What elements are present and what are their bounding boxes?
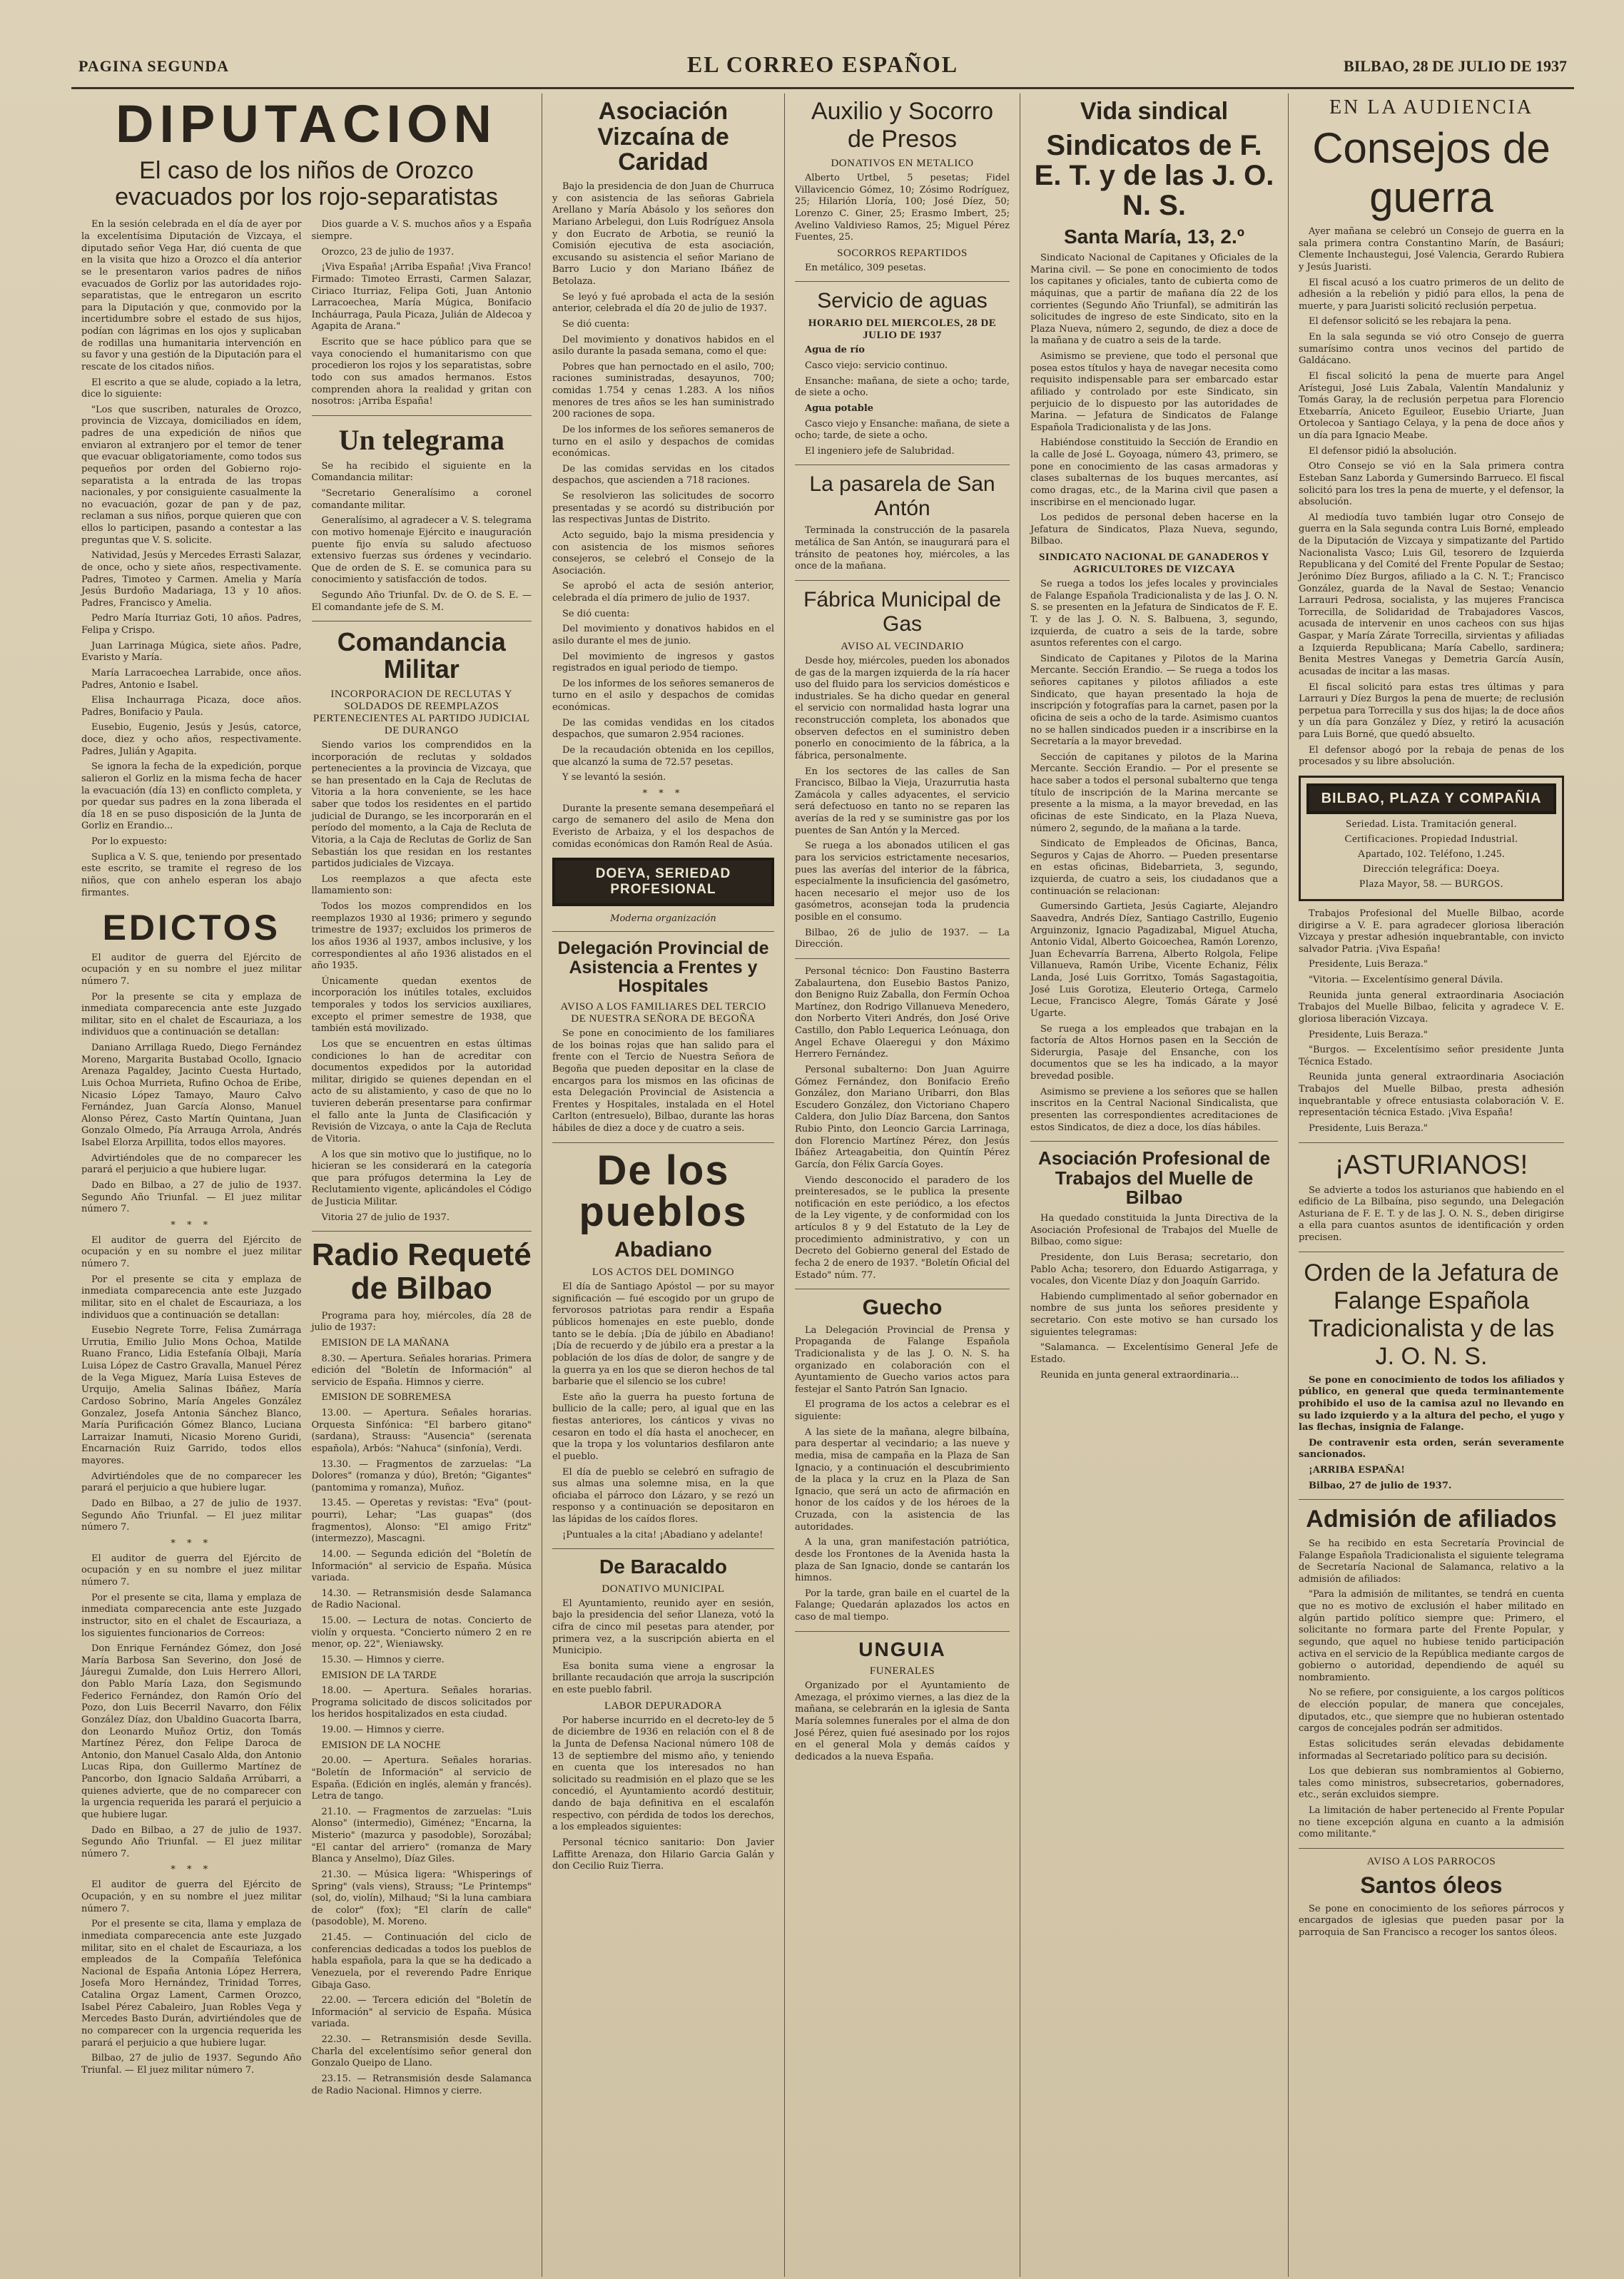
paragraph: ¡ARRIBA ESPAÑA! <box>1309 1465 1405 1476</box>
paragraph: Durante la presente semana desempeñará el cargo de semanero del asilo de Mena don Everisto de Arbaiza, y el los despachos de comidas económicas don Ramón Real de Asúa. <box>552 803 774 850</box>
headline-unguia: UNGUIA <box>858 1638 946 1660</box>
paragraph: Todos los mozos comprendidos en los reemplazos 1930 al 1936; primero y segundo trimestre de 1937; excluidos los primeros de los años 1936 al 1937, ambos inclusive, y los correspondientes al año 1936 alistados en el año 1935. <box>311 901 532 972</box>
ad-bilbao-plaza-title: BILBAO, PLAZA Y COMPAÑIA <box>1306 783 1556 814</box>
kicker-parrocos: AVISO A LOS PARROCOS <box>1366 1855 1496 1867</box>
kicker-socorros: SOCORROS REPARTIDOS <box>837 247 968 259</box>
paragraph: Terminada la construcción de la pasarela metálica de San Antón, se inaugurará para el tránsito de peatones hoy, miércoles, a las once de la mañana. <box>795 525 1010 572</box>
paragraph: Presidente, don Luis Berasa; secretario, don Pablo Acha; tesorero, don Eduardo Astigarraga, y vocales, don Vicente Díaz y don Joaquín Garrido. <box>1030 1252 1278 1287</box>
headline-asturianos: ¡ASTURIANOS! <box>1334 1149 1528 1180</box>
kicker-donativos: DONATIVOS EN METALICO <box>831 158 974 169</box>
paragraph: EMISION DE LA NOCHE <box>321 1740 441 1751</box>
paragraph: ¡Puntuales a la cita! ¡Abadiano y adelante! <box>562 1529 763 1541</box>
headline-guecho: Guecho <box>862 1296 943 1320</box>
ad-line: Seriedad. Lista. Tramitación general. <box>1345 818 1518 830</box>
paragraph: De los informes de los señores semaneros de turno en el asilo y despachos de comidas económicas. <box>552 424 774 460</box>
paragraph: Se ignora la fecha de la expedición, porque salieron el Gorliz en la misma fecha de hacer la evacuación (día 13) en conflicto completa, y por quedar sus padres en la zona liberada el día 18 en se puso disposición de la Junta de Gorliz en Erandio... <box>81 761 302 832</box>
paragraph: Habiendo cumplimentado al señor gobernador en nombre de sus junta los señores presidente y secretario. Con este motivo se han cursado los siguientes telegramas: <box>1030 1291 1278 1338</box>
paragraph: "Secretario Generalísimo a coronel comandante militar. <box>311 488 532 511</box>
headline-telegrama: Un telegrama <box>338 423 504 456</box>
paragraph: Eusebio, Eugenio, Jesús y Jesús, catorce, doce, diez y ocho años, respectivamente. Padres, Julián y Agapita. <box>81 722 302 757</box>
newspaper-title: EL CORREO ESPAÑOL <box>686 51 959 77</box>
paragraph: Asimismo se previene, que todo el personal que posea estos títulos y haya de navegar necesita como requisito indispensable para ser embarcado estar afiliado y controlado por este Sindicato, sin perjuicio de lo dispuesto por las autoridades de Marina. — Jefatura de Sindicatos de Falange Española Tradicionalista y de las Jons. <box>1030 351 1278 433</box>
paragraph: Sección de capitanes y pilotos de la Marina Mercante. Sección Erandio. — Por el presente se hace saber a todos el personal subalterno que tenga título de inscripción de la Marina mercante se presente a la misma, a la mayor brevedad, en las oficinas de este Sindicato, en la Plaza Nueva, número 2, segundo, de la mañana a la tarde. <box>1030 751 1278 834</box>
paragraph: EMISION DE LA MAÑANA <box>321 1337 450 1349</box>
paragraph: Por lo expuesto: <box>91 836 168 848</box>
paragraph: EMISION DE LA TARDE <box>321 1670 437 1681</box>
divider <box>312 415 532 416</box>
paragraph: En los sectores de las calles de San Francisco, Bilbao la Vieja, Urazurrutia hasta Zamácola y calles adyacentes, el servicio será defectuoso en tanto no se reparen las averías de la red y se suministre gas por los puentes de San Antón y la Merced. <box>795 766 1010 836</box>
diputacion-left <box>81 219 302 2101</box>
paragraph: El ingeniero jefe de Salubridad. <box>805 445 955 457</box>
paragraph: Dado en Bilbao, a 27 de julio de 1937. Segundo Año Triunfal. — El juez militar número 7. <box>81 1179 302 1215</box>
paragraph: De la recaudación obtenida en los cepillos, que alcanzó la suma de 72.57 pesetas. <box>552 744 774 768</box>
paragraph: Pobres que han pernoctado en el asilo, 700; raciones suministradas, desayunos, 700; comidas 1.754 y cenas 1.283. A los niños menores de tres años se les han suministrado 200 raciones de sopa. <box>552 361 774 420</box>
paragraph: Bilbao, 27 de julio de 1937. Segundo Año Triunfal. — El juez militar número 7. <box>81 2053 302 2076</box>
paragraph: No se refiere, por consiguiente, a los cargos políticos de elección popular, de manera que concejales, diputados, etc., que siempre que no hubieran ostentado cargos de concejales podrán ser admitidos. <box>1299 1687 1564 1735</box>
paragraph: 21.10. — Fragmentos de zarzuelas: "Luis Alonso" (intermedio), Giménez; "Encarna, la Misterio" (mazurca y pasodoble), Sorozábal; "El cantar del arriero" (romanza de Mary Blanca y Anselmo), Díaz Giles. <box>311 1806 532 1865</box>
paragraph: El auditor de guerra del Ejército de ocupación y en su nombre el juez militar número 7. <box>81 952 302 987</box>
paragraph: Y se levantó la sesión. <box>562 772 666 783</box>
paragraph: La Delegación Provincial de Prensa y Propaganda de Falange Española Tradicionalista y de las J. O. N. S. ha organizado en colaboración con el Ayuntamiento de Guecho varios actos para festejar el Santo Patrón San Ignacio. <box>795 1324 1010 1395</box>
diputacion-body <box>81 219 532 2101</box>
paragraph: Juan Larrinaga Múgica, siete años. Padre, Evaristo y María. <box>81 640 302 664</box>
paragraph: Se advierte a todos los asturianos que habiendo en el edificio de La Bilbaína, piso segundo, una Delegación Asturiana de F. E. T. y de las J. O. N. S., deben dirigirse a ella para cuantos asuntos de identificación y orden precisen. <box>1299 1184 1564 1243</box>
divider <box>1030 1141 1278 1142</box>
paragraph: 19.00. — Himnos y cierre. <box>321 1725 445 1736</box>
paragraph: Por la tarde, gran baile en el cuartel de la Falange; Quedarán aplazados los actos en caso de mal tiempo. <box>795 1588 1010 1623</box>
headline-auxilio: Auxilio y Socorro de Presos <box>811 98 994 153</box>
paragraph: Se ha recibido el siguiente en la Comandancia militar: <box>311 460 532 484</box>
paragraph: Dado en Bilbao, a 27 de julio de 1937. Segundo Año Triunfal. — El juez militar número 7. <box>81 1824 302 1859</box>
paragraph: Los que se encuentren en estas últimas condiciones lo han de acreditar con documentos expedidos por la autoridad militar, dirigido se quienes dependan en el acto de su alistamiento, y caso de que no lo tuvieren deberán presentarse para confirmar el fallo ante la Junta de Clasificación y Revisión de Vizcaya, o ante la Caja de Recluta de Vitoria. <box>311 1038 532 1144</box>
divider <box>795 1631 1010 1632</box>
paragraph: Los pedidos de personal deben hacerse en la Jefatura de Sindicatos, Plaza Nueva, segundo, Bilbao. <box>1030 512 1278 547</box>
paragraph: Pedro María Iturriaz Goti, 10 años. Padres, Felipa y Crispo. <box>81 613 302 636</box>
paragraph: "Salamanca. — Excelentísimo General Jefe de Estado. <box>1030 1342 1278 1365</box>
paragraph: Esa bonita suma viene a engrosar la brillante recaudación que arroja la suscripción en este pueblo fabril. <box>552 1660 774 1696</box>
paragraph: Elisa Inchaurraga Picaza, doce años. Padres, Bonifacio y Paula. <box>81 695 302 718</box>
ad-doeya: DOEYA, SERIEDAD PROFESIONAL <box>552 858 774 906</box>
paragraph: Desde hoy, miércoles, pueden los abonados de gas de la margen izquierda de la ría hacer uso del fluido para los servicios domésticos e industriales. Se ha dicho quedar en general el servicio con normalidad hasta lograr una reconstrucción completa, los abonados que observen defectos en el suministro deben ponerlo en conocimiento de la fábrica, a la fábrica, personalmente. <box>795 655 1010 761</box>
paragraph: De las comidas servidas en los citados despachos, que ascienden a 718 raciones. <box>552 463 774 487</box>
paragraph: 15.30. — Himnos y cierre. <box>321 1654 445 1665</box>
paragraph: Sindicato Nacional de Capitanes y Oficiales de la Marina civil. — Se pone en conocimiento de todos los capitanes y oficiales, tanto de cubierta como de máquinas, que a partir de mañana día 22 de los corrientes (Segundo Año Triunfal), se admitirán las solicitudes de ingreso de este Sindicato, sito en la Plaza Nueva, número 2, segundo, de diez a doce de la mañana y de cuatro a seis de la tarde. <box>1030 253 1278 347</box>
separator-stars: * * * <box>171 1219 213 1231</box>
paragraph: Por haberse incurrido en el decreto-ley de 5 de diciembre de 1936 en relación con el 8 de la Junta de Defensa Nacional número 108 de 13 de septiembre del mismo año, y teniendo en cuenta que los interesados no han solicitado su readmisión en el plazo que se les concedió, el Ayuntamiento acordó destituir, dando de baja definitiva en el escalafón respectivo, con pérdida de todos los derechos, a los empleados siguientes: <box>552 1715 774 1833</box>
headline-admision-afiliados: Admisión de afiliados <box>1306 1506 1557 1533</box>
separator-stars: * * * <box>171 1538 213 1549</box>
paragraph: Orozco, 23 de julio de 1937. <box>321 246 455 258</box>
paragraph: Por el presente se cita y emplaza de inmediata comparecencia ante este Juzgado militar, sito en el chalet de Escauriaza, a los individuos que a continuación se detallan: <box>81 1274 302 1321</box>
paragraph: ¡Viva España! ¡Arriba España! ¡Viva Franco! Firmado: Timoteo Errasti, Carmen Salazar, Ciriaco Iturriaz, Felipa Goti, Juan Antonio Larracoechea, María Múgica, Bonifacio Incháurraga, Paula Picaza, Julián de Aldecoa y Agapita de Arana." <box>311 262 532 333</box>
paragraph: Advirtiéndoles que de no comparecer les parará el perjuicio a que hubiere lugar. <box>81 1471 302 1494</box>
paragraph: Personal subalterno: Don Juan Aguirre Gómez Fernández, don Bonifacio Ereño González, don Mariano Uribarri, don Blas Escudero González, don Victoriano Chapero Caldera, don Julio Díaz Barcena, don Santos Rubio Pinto, don Leoncio Garcia Larrinaga, don Florencio Martínez Pérez, don Jesús Ibáñez Arteagabeitia, don Quintín Pérez García, don Félix García Goyes. <box>795 1064 1010 1170</box>
paragraph: Escrito que se hace público para que se vaya conociendo el humanitarismo con que procedieron los rojos y los separatistas, sobre todo con sus amados hermanos. Estos comprenden ahora la realidad y gritan con nosotros: ¡Arriba España! <box>311 337 532 407</box>
headline-radio-requete: Radio Requeté de Bilbao <box>311 1237 532 1306</box>
paragraph: Don Enrique Fernández Gómez, don José María Barbosa San Severino, don José de Jáuregui Zumalde, don Luis Herrero Allori, don Pablo María Laza, don Segismundo Federico Fernández, don Ramón Orío del Pozo, don Luis Becerril Navarro, don Félix González Díaz, don Ubaldino Guacorta Ibarra, don Leonardo Muñoz Ortiz, don Tomás Martínez Pérez, don Felipe Daroca de Antonio, don Manuel Casalo Alda, don Antonio Lucas Ripa, don Guillermo Martínez de Pancorbo, don Ignacio Saldaña Arrúbarri, a quienes advierte, que de no comparecer con la urgencia requerida les parará el perjuicio a que hubiere lugar. <box>81 1643 302 1820</box>
paragraph: Presidente, Luis Beraza." <box>1309 1122 1428 1134</box>
paragraph: 18.00. — Apertura. Señales horarias. Programa solicitado de discos solicitados por los heridos hospitalizados en esta ciudad. <box>311 1685 532 1720</box>
paragraph: Se ruega a los empleados que trabajan en la factoría de Altos Hornos pasen en la Sección de Siderurgia, Pasaje del Ensanche, con los documentos que se les ha indicado, a la mayor brevedad posible. <box>1030 1023 1278 1082</box>
paragraph: El defensor pidió la absolución. <box>1309 445 1457 457</box>
paragraph: Este año la guerra ha puesto fortuna de bullicio de la calle; pero, al igual que en las fiestas anteriores, los cánticos y vivas no cesaron en todo el día hasta el anochecer, en que la tropa y los voluntarios desfilaron ante el pueblo. <box>552 1391 774 1462</box>
paragraph: Siendo varios los comprendidos en la incorporación de reclutas y soldados pertenecientes a la provincia de Vizcaya, que se han presentado en la Caja de Reclutas de Vitoria a la hora conveniente, se les hace saber que todos los residentes en el partido judicial de Durango, se les incorporarán en el período del momento, a la Caja de Recluta de Vitoria, a la Caja de Reclutas de Gorliz de San Sebastián los que residan en los restantes partidos judiciales de Vizcaya. <box>311 739 532 870</box>
paragraph: El día de Santiago Apóstol — por su mayor significación — fué escogido por un grupo de fervorosos patriotas para rendir a España públicos homenajes en este pueblo, donde tanto se le debía. ¡Día de júbilo en Abadiano! ¡Día de recuerdo y de júbilo era a prestar a la población de los días de dolor, de sangre y de la guerra ya en los que se dieron hechos de tal barbarie que el silencio se los cubre! <box>552 1281 774 1388</box>
headline-pasarela: La pasarela de San Antón <box>809 472 995 521</box>
paragraph: Dado en Bilbao, a 27 de julio de 1937. Segundo Año Triunfal. — El juez militar número 7. <box>81 1498 302 1533</box>
paragraph: 14.00. — Segunda edición del "Boletín de Información" al servicio de España. Música variada. <box>311 1548 532 1584</box>
kicker-funerales: FUNERALES <box>869 1665 935 1677</box>
paragraph: Se ruega a todos los jefes locales y provinciales de Falange Española Tradicionalista y de las J. O. N. S. se presenten en la Jefatura de Sindicatos de F. E. T. y de las J. O. N. S. Balbuena, 3, segundo, izquierda, de cuatro a seis de la tarde, sobre asuntos referentes con el cargo. <box>1030 579 1278 649</box>
paragraph: A las siete de la mañana, alegre bilbaína, para despertar al vecindario; a las nueve y media, misa de campaña en la Plaza de San Ignacio, y a continuación el descubrimiento de la placa y la cruz en la Plaza de San Ignacio, que será un acto de afirmación en honor de los caídos y de los héroes de la Cruzada, con la asistencia de las autoridades. <box>795 1426 1010 1533</box>
paragraph: Natividad, Jesús y Mercedes Errasti Salazar, de once, ocho y siete años, respectivamente. Padres, Timoteo y Carmen. Amelia y María Jesús Burdoño Madariaga, 13 y 10 años. Padres, Francisco y Amelia. <box>81 550 302 609</box>
paragraph: 22.30. — Retransmisión desde Sevilla. Charla del excelentísimo señor general don Gonzalo Queipo de Llano. <box>311 2034 532 2069</box>
paragraph: El fiscal acusó a los cuatro primeros de un delito de adhesión a la rebelión y pidió para ellos, la pena de muerte, y para Juaristi solicitó reclusión perpetua. <box>1299 277 1564 312</box>
ad-line: Plaza Mayor, 58. — BURGOS. <box>1359 878 1503 890</box>
kicker-aviso-vecindario: AVISO AL VECINDARIO <box>841 640 964 652</box>
paragraph: De los informes de los señores semaneros de turno en el asilo y despachos de comidas económicas. <box>552 678 774 714</box>
paragraph: 13.45. — Operetas y revistas: "Eva" (pout-pourri), Lehar; "Las guapas" (dos fragmentos), Alonso: "El amigo Fritz" (intermezzo), Mascagni. <box>311 1498 532 1545</box>
headline-orozco: El caso de los niños de Orozco evacuados por los rojo-separatistas <box>115 156 498 211</box>
paragraph: "Burgos. — Excelentísimo señor presidente Junta Técnica Estado. <box>1299 1045 1564 1067</box>
paragraph: Gumersindo Gartieta, Jesús Cagiarte, Alejandro Saavedra, Andrés Díez, Santiago Castrillo, Eugenio Arguinzoniz, Ignacio Pagadizabal, Miguel Atucha, Antonio Vidal, Alberto Goicoechea, Ramón Lorenzo, Juan Echevarría Barrena, Alberto Rolgola, Felipe Villanueva, Ramón Uribe, Vicente Echaniz, Félix Landa, José Luis Gorritxo, Tomás Sagastagoitia, José Luis Gorotiza, Eleuterio Ortega, Carmelo Lecue, Francisco Alegre, Tomás Gárate y José Ugarte. <box>1030 901 1278 1019</box>
paragraph: Bilbao, 27 de julio de 1937. <box>1309 1480 1452 1491</box>
paragraph: Asimismo se previene a los señores que se hallen inscritos en la Central Nacional Sindicalista, que presenten las correspondientes acreditaciones de estos Sindicatos, de diez a doce, los días hábiles. <box>1030 1086 1278 1133</box>
kicker-comandancia: INCORPORACION DE RECLUTAS Y SOLDADOS DE REEMPLAZOS PERTENECIENTES AL PARTIDO JUDICIAL DE DURANGO <box>313 688 530 736</box>
headline-de-los-pueblos: De los pueblos <box>579 1147 748 1235</box>
paragraph: 13.30. — Fragmentos de zarzuelas: "La Dolores" (romanza y dúo), Bretón; "Gigantes" (pantomima y romanza), Muñoz. <box>311 1458 532 1493</box>
paragraph: Estas solicitudes serán elevadas debidamente informadas al Secretariado político para su decisión. <box>1299 1738 1564 1762</box>
paragraph: Segundo Año Triunfal. Dv. de O. de S. E. — El comandante jefe de S. M. <box>311 590 532 613</box>
kicker-horario: HORARIO DEL MIERCOLES, 28 DE JULIO DE 1937 <box>808 318 997 342</box>
kicker-delegacion: AVISO A LOS FAMILIARES DEL TERCIO DE NUESTRA SEÑORA DE BEGOÑA <box>560 1001 766 1025</box>
paragraph: Presidente, Luis Beraza." <box>1309 959 1428 970</box>
paragraph: A la una, gran manifestación patriótica, desde los Frontones de la Avenida hasta la plaza de San Ignacio, donde se cantarán los himnos. <box>795 1537 1010 1584</box>
divider <box>1299 1499 1564 1500</box>
paragraph: Personal técnico sanitario: Don Javier Laffitte Arenaza, don Hilario Garcia Galán y don Cecilio Ruiz Tierra. <box>552 1837 774 1872</box>
paragraph: Del movimiento de ingresos y gastos registrados en igual periodo de tiempo. <box>552 651 774 674</box>
headline-santos-oleos: Santos óleos <box>1360 1872 1503 1898</box>
paragraph: Viendo desconocido el paradero de los preinteresados, se le publica la presente notificación en este periódico, a los efectos de la Ley vigente, y de conformidad con los artículos 8 y 9 del Estatuto de la Ley de procedimiento administrativo, y con un Decreto del Gobierno general del Estado de fecha 2 de enero de 1937. "Boletín Oficial del Estado" núm. 77. <box>795 1174 1010 1281</box>
divider <box>552 1548 774 1549</box>
paragraph: De las comidas vendidas en los citados despachos, que sumaron 2.954 raciones. <box>552 717 774 741</box>
page-number-label: PAGINA SEGUNDA <box>78 57 230 75</box>
paragraph: Por la presente se cita y emplaza de inmediata comparecencia ante este Juzgado militar, sito en el chalet de Escauriaza, a los individuos que a continuación se detallan: <box>81 991 302 1038</box>
headline-sindicatos: Sindicatos de F. E. T. y de las J. O. N. S. <box>1034 129 1274 221</box>
headline-baracaldo: De Baracaldo <box>599 1555 727 1578</box>
ad-doeya-subtitle: Moderna organización <box>610 913 716 925</box>
paragraph: 8.30. — Apertura. Señales horarias. Primera edición del "Boletín de Información" al servicio de España. Himnos y cierre. <box>311 1353 532 1388</box>
paragraph: El fiscal solicitó para estas tres últimas y para Larrauri y Díez Burgos la pena de muerte; de reclusión perpetua para Torrecilla y sus dos hijas; la de doce años y un día para González y Díez, y retiró la acusación para Luis Borné, que quedó absuelto. <box>1299 681 1564 740</box>
divider <box>795 580 1010 581</box>
paragraph: Casco viejo: servicio continuo. <box>805 360 948 371</box>
paragraph: Alberto Urtbel, 5 pesetas; Fidel Villavicencio Gómez, 10; Zósimo Rodríguez, 25; Hilarión Lloría, 100; José Díez, 50; Lorenzo C. Giner, 25; Erasmo Imbert, 25; Avelino Valdivieso Ramos, 25; Miguel Pérez Fuentes, 25. <box>795 173 1010 243</box>
paragraph: Organizado por el Ayuntamiento de Amezaga, el próximo viernes, a las diez de la mañana, se celebrarán en la iglesia de Santa María solemnes funerales por el alma de don José Pérez, quien fué asesinado por los rojos en el general Mola y demás caídos y dedicados a la nueva España. <box>795 1680 1010 1762</box>
paragraph: El auditor de guerra del Ejército de ocupación y en su nombre el juez militar número 7. <box>81 1234 302 1270</box>
paragraph: El día de pueblo se celebró en sufragio de sus almas una solemne misa, en la que oficiaba el párroco don Lázaro, y se rezó un responso y a continuación se depositaron en las lápidas de los caídos flores. <box>552 1466 774 1526</box>
paragraph: En la sala segunda se vió otro Consejo de guerra sumarísimo contra unos vecinos del partido de Galdácano. <box>1299 332 1564 367</box>
paragraph: El fiscal solicitó la pena de muerte para Angel Arístegui, José Luis Zabala, Valentín Mandaluniz y Tomás Garay, la de reclusión perpetua para Florencio Etxebarría, Aniceto Eguileor, Eusebio Uriarte, Juan Ortolecoa y Santiago Celaya, y la pena de doce años y un día para Ignacio Meabe. <box>1299 370 1564 441</box>
paragraph: Otro Consejo se vió en la Sala primera contra Esteban Sanz Laborda y Gumersindo Barrueco. El fiscal solicitó para los tres la pena de muerte, y el defensor, la absolución. <box>1299 461 1564 508</box>
paragraph: 23.15. — Retransmisión desde Salamanca de Radio Nacional. Himnos y cierre. <box>311 2073 532 2096</box>
headline-asociacion-muelle: Asociación Profesional de Trabajos del Muelle de Bilbao <box>1037 1147 1271 1208</box>
paragraph: Por el presente se cita, llama y emplaza de inmediata comparecencia ante este Juzgado instructor, sito en el chalet de Escauriaza, a los siguientes funcionarios de Correos: <box>81 1592 302 1639</box>
paragraph: "Vitoria. — Excelentísimo general Dávila. <box>1309 975 1503 985</box>
paragraph: 21.45. — Continuación del ciclo de conferencias dedicadas a todos los pueblos de habla española, para la que se ha dedicado a Venezuela, por el reverendo Padre Enrique Gibaja Gaso. <box>311 1932 532 1991</box>
paragraph: Se pone en conocimiento de los familiares de los boinas rojas que han salido para el frente con el Tercio de Nuestra Señora de Begoña que pueden depositar en la clase de encargos para los mismos en las oficinas de esta Delegación Provincial de Asistencia a Frentes y Hospitales, instalada en el Hotel Carlton (entresuelo), Bilbao, durante las horas hábiles de diez a doce y de cuatro a seis. <box>552 1028 774 1135</box>
paragraph: La limitación de haber pertenecido al Frente Popular no tiene excepción alguna en cuanto a la admisión como militante." <box>1299 1805 1564 1840</box>
columns <box>71 93 1574 2277</box>
paragraph: "Para la admisión de militantes, se tendrá en cuenta que no es motivo de exclusión el haber militado en algún partido político siempre que: Primero, el solicitante no formara parte del Frente Popular, y segundo, que aquel no hubiese tenido participación activa en el servicio de la República mediante cargos de gobierno o autoridad, dependiendo de aquél su nombramiento. <box>1299 1589 1564 1683</box>
column-caridad <box>542 93 785 2277</box>
paragraph: El defensor solicitó se les rebajara la pena. <box>1309 316 1512 328</box>
paragraph: Se pone en conocimiento de todos los afiliados y público, en general que queda terminantemente prohibido el uso de la camisa azul no llevando en su lado izquierdo y a la altura del pecho, el yugo y las flechas, insignia de Falange. <box>1299 1374 1564 1433</box>
divider <box>1299 1848 1564 1849</box>
paragraph: Reunida junta general extraordinaria Asociación Trabajos del Muelle Bilbao, presta adhesión inquebrantable y ofrece entusiasta colaboración V. E. representación técnica Estado. ¡Viva España! <box>1299 1072 1564 1119</box>
paragraph: A los que sin motivo que lo justifique, no lo hicieran se les considerará en la categoría que para prófugos determina la Ley de Reclutamiento vigente, aplicándoles el Código de Justicia Militar. <box>311 1149 532 1208</box>
paragraph: Se aprobó el acta de sesión anterior, celebrada el día primero de julio de 1937. <box>552 581 774 604</box>
kicker-abadiano: LOS ACTOS DEL DOMINGO <box>592 1267 735 1279</box>
kicker-audiencia: EN LA AUDIENCIA <box>1329 96 1534 118</box>
paragraph: Acto seguido, bajo la misma presidencia y con asistencia de los mismos señores consejeros, se celebró el Consejo de la Asociación. <box>552 529 774 577</box>
paragraph: 14.30. — Retransmisión desde Salamanca de Radio Nacional. <box>311 1588 532 1611</box>
paragraph: El defensor abogó por la rebaja de penas de los procesados y su libre absolución. <box>1299 744 1564 768</box>
paragraph: Casco viejo y Ensanche: mañana, de siete a ocho; tarde, de siete a ocho. <box>795 418 1010 442</box>
issue-date: BILBAO, 28 DE JULIO DE 1937 <box>1344 57 1567 75</box>
paragraph: Se pone en conocimiento de los señores párrocos y encargados de iglesias que pueden pasar por la parroquia de San Francisco a recoger los santos óleos. <box>1299 1903 1564 1938</box>
paragraph: Personal técnico: Don Faustino Basterra Zabalaurtena, don Eusebio Bastos Panizo, don Benigno Ruiz Zaballa, don Fermín Ochoa Martínez, don Rodrigo Villanueva Menedero, don Norberto Viteri Andrés, don José Orive Castillo, don Pablo Lequerica Leónuaga, don Angel Echave Olaeregui y don Máximo Herrero Fernández. <box>795 965 1010 1060</box>
paragraph: El programa de los actos a celebrar es el siguiente: <box>795 1399 1010 1422</box>
ad-line: Dirección telegráfica: Doeya. <box>1363 863 1500 875</box>
section-title-diputacion: DIPUTACION <box>116 94 497 153</box>
paragraph: 22.00. — Tercera edición del "Boletín de Información" al servicio de España. Música variada. <box>311 1995 532 2030</box>
paragraph: Advirtiéndoles que de no comparecer les parará el perjuicio a que hubiere lugar. <box>81 1152 302 1176</box>
paragraph: En metálico, 309 pesetas. <box>805 262 926 273</box>
headline-asociacion-caridad: Asociación Vizcaína de Caridad <box>597 98 729 176</box>
headline-orden-jefatura: Orden de la Jefatura de Falange Española Tradicionalista y de las J. O. N. S. <box>1304 1259 1559 1370</box>
paragraph: Por el presente se cita, llama y emplaza de inmediata comparecencia ante este Juzgado militar, sito en el chalet de Escauriaza, a los empleados de la Compañía Telefónica Nacional de España Antonia López Herrera, Josefa Moro Hernández, Trinidad Torres, Catalina Orgaz Lament, Carmen Orozco, Isabel Pérez Cabaleiro, Juan Robles Vega y Mercedes Basto Durán, advirtiéndoles que de no comparecer con la urgencia requerida les parará el perjuicio a que hubiere lugar. <box>81 1919 302 2049</box>
paragraph: Bajo la presidencia de don Juan de Churruca y con asistencia de las señoras Gabriela Arellano y María Abásolo y los señores don Mariano Arbelegui, don Luis Rodríguez Ansola y don Eucrato de Arbotia, se reunió la Comisión ejecutiva de esta asociación, excusando su asistencia el señor Mariano de Barro Lucio y don Mariano Ibáñez de Betolaza. <box>552 181 774 288</box>
headline-abadiano: Abadiano <box>614 1237 712 1262</box>
headline-servicio-aguas: Servicio de aguas <box>817 289 988 313</box>
divider <box>552 931 774 932</box>
paragraph: Sindicato de Capitanes y Pilotos de la Marina Mercante. Sección Erandio. — Se ruega a todos los señores capitanes y pilotos afiliados a este Sindicato, que hayan presentado la hoja de inscripción y fotografías para la carnet, pasen por la oficina de seis a ocho de la tarde. Asimismo cuantos no se hallen sindicados pueden ir a inscribirse en la Secretaría a la mayor brevedad. <box>1030 653 1278 748</box>
column-audiencia <box>1289 93 1574 2277</box>
ad-line: Apartado, 102. Teléfono, 1.245. <box>1357 848 1506 860</box>
section-title-edictos: EDICTOS <box>102 908 280 948</box>
paragraph: Del movimiento y donativos habidos en el asilo durante la pasada semana, como el que: <box>552 334 774 357</box>
paragraph: Agua potable <box>805 402 874 414</box>
paragraph: María Larracoechea Larrabide, once años. Padres, Antonio e Isabel. <box>81 667 302 691</box>
paragraph: "Los que suscriben, naturales de Orozco, provincia de Vizcaya, domiciliados en ídem, padres de una expedición de niños que enviaron al extranjero por el temor de tener que evacuar obligatoriamente, como todos sus pequeños por orden del Gobierno rojo-separatista a la entrada de las tropas nacionales, y por consiguiente casualmente la no evacuación, gozar de pan y de paz, reclaman a sus niños, porque quieren que con ellos lo participen, pasando a contestar a las preguntas que V. S. solicite. <box>81 404 302 546</box>
paragraph: Generalísimo, al agradecer a V. S. telegrama con motivo homenaje Ejército e inauguración puente fijo envía su saludo afectuoso extensivo fuerzas sus órdenes y vecindario. Que de orden de S. E. se comunica para su conocimiento y satisfacción de todos. <box>311 515 532 586</box>
headline-comandancia: Comandancia Militar <box>337 627 506 684</box>
headline-vida-sindical: Vida sindical <box>1080 98 1229 125</box>
paragraph: Reunida junta general extraordinaria Asociación Trabajos del Muelle Bilbao, felicita y agradece V. E. gloriosa liberación Vizcaya. <box>1299 990 1564 1025</box>
paragraph: Ha quedado constituida la Junta Directiva de la Asociación Profesional de Trabajos del Muelle de Bilbao, como sigue: <box>1030 1213 1278 1248</box>
paragraph: Habiéndose constituido la Sección de Erandio en la calle de José L. Goyoaga, número 43, primero, se pone en conocimiento de las casas armadoras y clases subalternas de los buques mercantes, así como dragas, etc., de la Marina civil que pasen a inscribirse en el mencionado lugar. <box>1030 437 1278 508</box>
paragraph: Se dió cuenta: <box>562 608 630 619</box>
paragraph: Vitoria 27 de julio de 1937. <box>321 1212 450 1223</box>
paragraph: Los que debieran sus nombramientos al Gobierno, tales como ministros, subsecretarios, gobernadores, etc., serán excluidos siempre. <box>1299 1766 1564 1801</box>
paragraph: El escrito a que se alude, copiado a la letra, dice lo siguiente: <box>81 377 302 400</box>
paragraph: Trabajos Profesional del Muelle Bilbao, acorde dirigirse a V. E. para agradecer gloriosa liberación Vizcaya y prestar adhesión inquebrantable, con invicto salvador Patria. ¡Viva España! <box>1299 908 1564 955</box>
kicker-baracaldo: DONATIVO MUNICIPAL <box>602 1583 725 1595</box>
paragraph: Reunida en junta general extraordinaria... <box>1040 1369 1239 1381</box>
paragraph: Únicamente quedan exentos de incorporación los inútiles totales, excluidos temporales y todos los servicios auxiliares, excepto el primer semestre de 1938, que también está movilizado. <box>311 975 532 1035</box>
divider <box>795 958 1010 959</box>
headline-delegacion: Delegación Provincial de Asistencia a Frentes y Hospitales <box>557 938 769 996</box>
paragraph: El auditor de guerra del Ejército de ocupación y en su nombre el juez militar número 7. <box>81 1553 302 1588</box>
paragraph: Agua de río <box>805 345 865 356</box>
paragraph: Del movimiento y donativos habidos en el asilo durante el mes de junio. <box>552 624 774 646</box>
masthead <box>71 50 1574 89</box>
paragraph: Se dió cuenta: <box>562 318 630 330</box>
paragraph: Se ruega a los abonados utilicen el gas para los servicios estrictamente necesarios, pues las averías del interior de la fábrica, especialmente la insuficiencia del gasómetro, hacen necesario el mejor uso de los gasómetros, aconsejan toda la prudencia posible en el consumo. <box>795 841 1010 923</box>
ad-bilbao-plaza <box>1299 776 1564 901</box>
column-diputacion-edictos <box>71 93 542 2277</box>
paragraph: Se leyó y fué aprobada el acta de la sesión anterior, celebrada el día 20 de julio de 1937. <box>552 291 774 315</box>
paragraph: Ayer mañana se celebró un Consejo de guerra en la sala primera contra Constantino Marín, de Basáuri; Clemente Inchaustegui, José Valencia, Gerardo Rubiera y Jesús Juaristi. <box>1299 226 1564 273</box>
paragraph: De contravenir esta orden, serán severamente sancionados. <box>1299 1437 1564 1461</box>
paragraph: Los reemplazos a que afecta este llamamiento son: <box>311 873 532 897</box>
kicker-ganaderos: SINDICATO NACIONAL DE GANADEROS Y AGRICULTORES DE VIZCAYA <box>1039 552 1269 576</box>
paragraph: Dios guarde a V. S. muchos años y a España siempre. <box>311 219 532 243</box>
paragraph: Daniano Arrillaga Ruedo, Diego Fernández Moreno, Margarita Bustabad Ocollo, Ignacio Arenaza Pagaldey, Jacinto Cuesta Hurtado, Luis Ochoa Murrieta, Rufino Ochoa de Eribe, Nicasio López Tamayo, Mauro Calvo Fernández, Juan García Alonso, Manuel Alonso Pérez, Casto Martín Quintana, Juan Gonzalo Olmedo, Pía Arrauga Arrola, Andrés Isabel Elorza Arpillita, todos ellos mayores. <box>81 1042 302 1149</box>
paragraph: 21.30. — Música ligera: "Whisperings of Spring" (vals viens), Strauss; "Le Printemps" (sol, do, violín), Milhaud; "Si la luna cambiara de color" (fox); "El clarín de calle" (pasodoble), M. Moreno. <box>311 1869 532 1928</box>
divider <box>552 1142 774 1143</box>
separator-stars: * * * <box>171 1864 213 1876</box>
paragraph: 20.00. — Apertura. Señales horarias. "Boletín de Información" al servicio de España. (Edición en inglés, alemán y francés). Letra de tango. <box>311 1755 532 1802</box>
paragraph: Al mediodía tuvo también lugar otro Consejo de guerra en la Sala segunda contra Luis Borné, empleado de la Diputación de Vizcaya y simpatizante del Partido Nacionalista Vasco; Luis Gil, tesorero de Izquierda Republicana y del Comité del Frente Popular de Sestao; Jerónimo Díez Burgos, afiliado a la C. N. T.; Francisco González, guarda de la Naval de Sestao; Venancio Larrauri Pedrosa, socialista, y las mujeres Francisca Torrecilla, de Solidaridad de Trabajadores Vascos, acusada de intervenir en unos cacheos con sus hijas Gaspar, y María Zárate Torrecilla, sirvientas y afiliadas a Izquierda Republicana; María Cabello, sardinera; Benita Mestres Vanegas y Demetria García Ausín, acusadas de incitar a las masas. <box>1299 512 1564 677</box>
paragraph: 15.00. — Lectura de notas. Concierto de violín y orquesta. "Concierto número 2 en re menor, op. 22", Wieniawsky. <box>311 1615 532 1650</box>
ad-line: Certificaciones. Propiedad Industrial. <box>1344 833 1518 845</box>
paragraph: Se resolvieron las solicitudes de socorro presentadas y se acordó su distribución por las respectivas Juntas de Distrito. <box>552 491 774 526</box>
paragraph: Ensanche: mañana, de siete a ocho; tarde, de siete a ocho. <box>795 375 1010 399</box>
divider <box>1299 1142 1564 1143</box>
paragraph: El auditor de guerra del Ejército de Ocupación, y en su nombre el juez militar número 7. <box>81 1879 302 1914</box>
paragraph: Bilbao, 26 de julio de 1937. — La Dirección. <box>795 927 1010 950</box>
kicker-labor-depuradora: LABOR DEPURADORA <box>604 1700 723 1712</box>
paragraph: En la sesión celebrada en el día de ayer por la excelentísima Diputación de Vizcaya, el diputado señor Vega Har, dió cuenta de que en la visita que hizo a Orozco el día anterior se le presentaron varios padres de niños evacuados de Gorliz por las autoridades rojo-separatistas, que le entregaron un escrito para la Diputación y que, conmovido por la incertidumbre sobre el estado de sus hijos, podían con lágrimas en los ojos y suplicaban de rodillas una humanitaria intervención en su favor y una gestión de la Diputación para el rescate de los citados niños. <box>81 219 302 372</box>
paragraph: 13.00. — Apertura. Señales horarias. Orquesta Sinfónica: "El barbero gitano" (sardana), Strauss: "Ausencia" (serenata española), Arbós: "Nahuca" (sinfonía), Verdi. <box>311 1408 532 1454</box>
headline-fabrica-gas: Fábrica Municipal de Gas <box>803 587 1001 636</box>
headline-consejos-guerra: Consejos de guerra <box>1312 124 1551 221</box>
column-auxilio-servicios <box>785 93 1020 2277</box>
paragraph: Eusebio Negrete Torre, Felisa Zumárraga Urrutia, Emilio Julio Mons Ochoa, Matilde Ruano Franco, Lidia Estefanía Olbaji, María Luisa López de Castro Gravalla, Manuel Pérez de la Vega Miguez, María Luisa Esteves de Urquijo, Amelia Salinas Ibáñez, María Cardoso Sobrino, María Angeles González Gonzalez, Josefa Antonia Sánchez Blanco, María Purificación Gómez Blanco, Luciana Larraizar Inamuti, Nicasio Moreno Guridi, Encarnación Ruiz Garrido, todos ellos mayores. <box>81 1325 302 1467</box>
diputacion-right <box>312 219 532 2101</box>
paragraph: EMISION DE SOBREMESA <box>321 1392 452 1404</box>
paragraph: Se ha recibido en esta Secretaría Provincial de Falange Española Tradicionalista el siguiente telegrama de Secretaría Nacional de Salamanca, relativo a la admisión de afiliados: <box>1299 1538 1564 1585</box>
separator-stars: * * * <box>642 788 684 799</box>
paragraph: El Ayuntamiento, reunido ayer en sesión, bajo la presidencia del señor Llaneza, votó la cifra de cinco mil pesetas para atender, por primera vez, a la suscripción abierta en el Municipio. <box>552 1598 774 1657</box>
divider <box>312 1231 532 1232</box>
paragraph: Suplica a V. S. que, teniendo por presentado este escrito, se tramite el regreso de los niños, que con anhelo esperan los abajo firmantes. <box>81 851 302 898</box>
sindicatos-address: Santa María, 13, 2.º <box>1063 225 1244 248</box>
paragraph: Presidente, Luis Beraza." <box>1309 1029 1428 1040</box>
paragraph: Programa para hoy, miércoles, día 28 de julio de 1937: <box>311 1310 532 1334</box>
divider <box>795 281 1010 282</box>
paragraph: Sindicato de Empleados de Oficinas, Banca, Seguros y Cajas de Ahorro. — Pueden presentarse en estas oficinas, Bidebarrieta, 3, segundo, izquierda, de cuatro a seis, los ciudadanos que a continuación se relacionan: <box>1030 838 1278 897</box>
column-vida-sindical <box>1020 93 1289 2277</box>
